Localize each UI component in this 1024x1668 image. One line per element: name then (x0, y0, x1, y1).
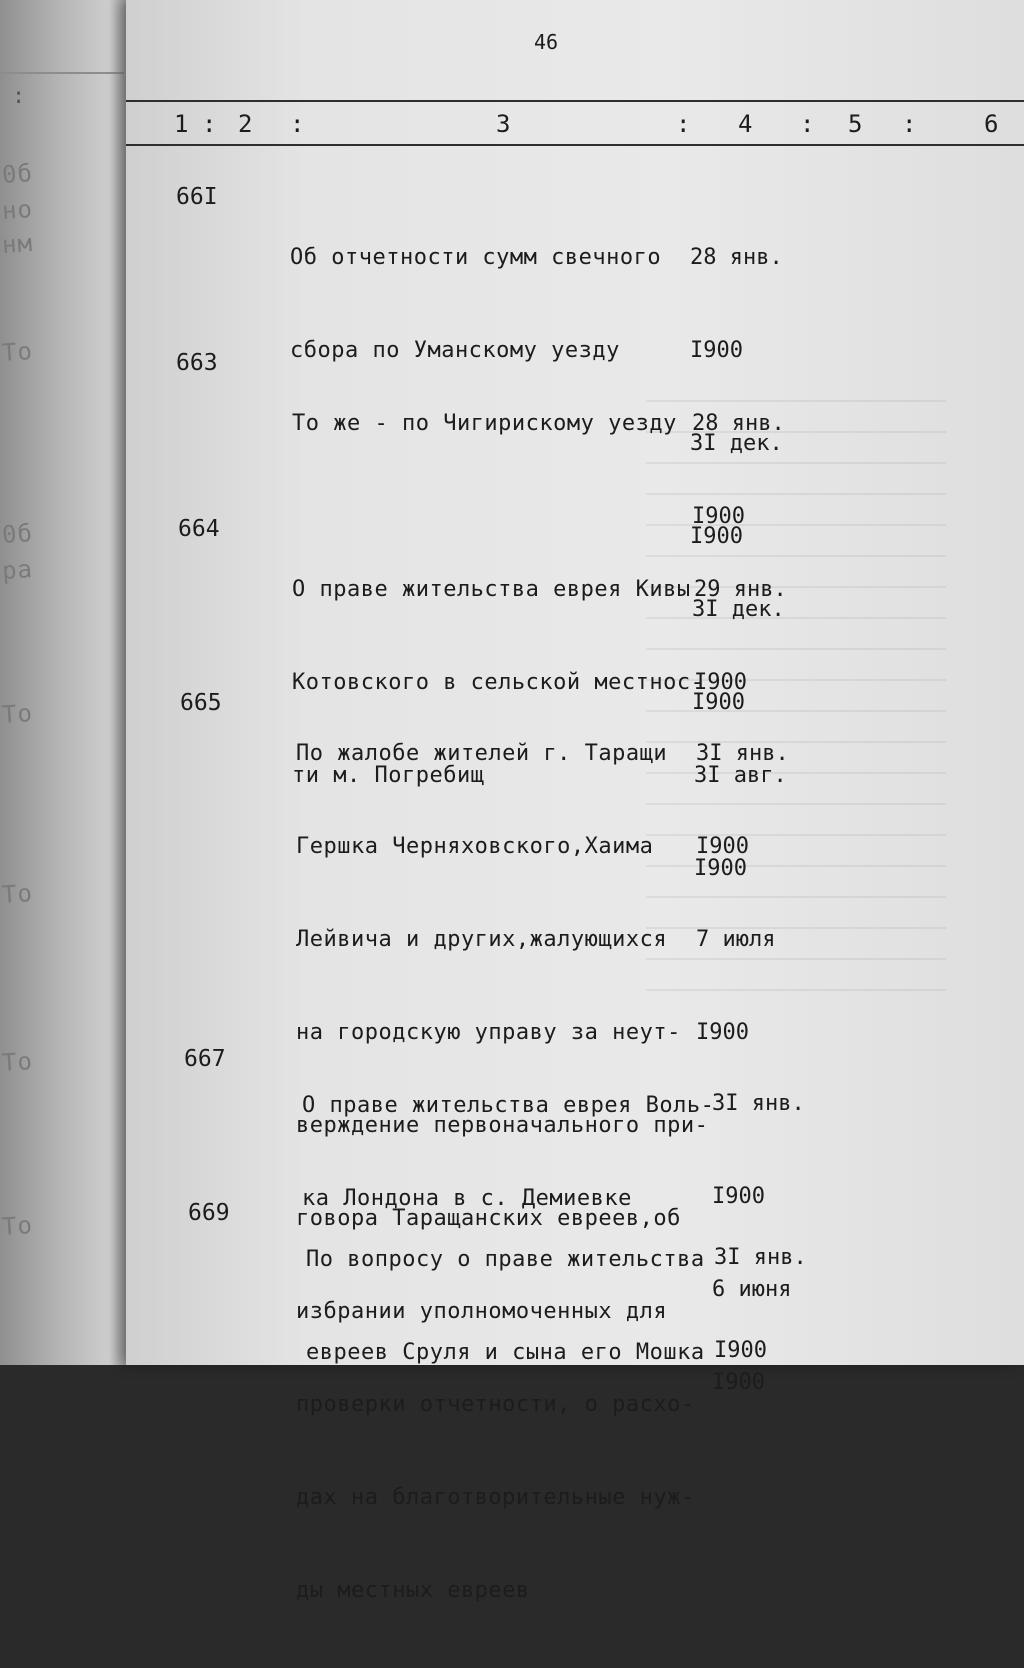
column-separator: : (800, 110, 815, 138)
left-fragment-6: ра (1, 554, 34, 586)
title-line: избрании уполномоченных для (296, 1299, 668, 1324)
row-number: 66I (176, 184, 218, 210)
title-line: сбора по Уманскому уезду (290, 338, 620, 363)
year-end: I900 (690, 524, 743, 549)
date-start: 3I янв. (712, 1091, 805, 1116)
left-fragment-4: То (1, 336, 34, 368)
column-header-5: 5 (848, 110, 863, 138)
row-number: 663 (176, 350, 218, 376)
column-header-6: 6 (984, 110, 999, 138)
year-start: I900 (714, 1338, 767, 1363)
left-fragment-7: То (1, 698, 34, 730)
year-start: I900 (712, 1184, 765, 1209)
title-line: То же - по Чигирискому уезду (292, 411, 677, 436)
row-number: 669 (188, 1200, 230, 1226)
column-header-3: 3 (496, 110, 511, 138)
title-line: Гершка Черняховского,Хаима (296, 834, 654, 859)
title-line: ды местных евреев (296, 1578, 530, 1603)
date-start: 3I янв. (714, 1245, 807, 1270)
year-end: I900 (696, 1020, 749, 1045)
page-number: 46 (534, 30, 559, 54)
title-line: Котовского в сельской местнос- (292, 670, 705, 695)
column-separator: : (202, 110, 217, 138)
year-start: I900 (696, 834, 749, 859)
row-number: 667 (184, 1046, 226, 1072)
date-end: 3I авг. (694, 763, 787, 788)
title-line: на городскую управу за неут- (296, 1020, 681, 1045)
title-line: дах на благотворительные нуж- (296, 1485, 695, 1510)
year-start: I900 (690, 338, 743, 363)
date-start: 3I янв. (696, 741, 789, 766)
year-end: I900 (692, 690, 745, 715)
date-end: 6 июня (712, 1277, 792, 1302)
title-line: О праве жительства еврея Воль- (302, 1093, 715, 1118)
title-line: говора Таращанских евреев,об (296, 1206, 681, 1231)
date-start: 28 янв. (690, 245, 783, 270)
year-end: I900 (694, 856, 747, 881)
year-start: I900 (694, 670, 747, 695)
left-fragment-1: 0б (1, 158, 34, 190)
title-line: проверки отчетности, о расхо- (296, 1392, 695, 1417)
date-end: 3I дек. (690, 431, 783, 456)
left-fragment-9: То (1, 1046, 34, 1078)
title-line: Лейвича и других,жалующихся (296, 927, 668, 952)
row-number: 664 (178, 516, 220, 542)
row-title (292, 346, 677, 501)
title-line: По вопросу о праве жительства (306, 1247, 705, 1272)
date-start: 29 янв. (694, 577, 787, 602)
title-line: По жалобе жителей г. Таращи (296, 741, 668, 766)
left-fragment-8: То (1, 878, 34, 910)
column-separator: : (676, 110, 691, 138)
left-fragment-0: : (12, 84, 26, 109)
left-fragment-5: 0б (1, 518, 34, 550)
title-line: верждение первоначального при- (296, 1113, 709, 1138)
title-line: евреев Сруля и сына его Мошка (306, 1340, 705, 1365)
title-line: ка Лондона в с. Демиевке (302, 1186, 632, 1211)
row-dates (714, 1180, 807, 1428)
row-number: 665 (180, 690, 222, 716)
previous-page-rule (0, 72, 124, 74)
title-line: ти м. Погребищ (292, 763, 485, 788)
left-fragment-2: но (1, 194, 34, 226)
row-title (306, 1182, 705, 1430)
date-end: 3I дек. (692, 597, 785, 622)
year-end: I900 (712, 1370, 765, 1395)
year-start: I900 (692, 504, 745, 529)
column-separator: : (290, 110, 305, 138)
column-header-4: 4 (738, 110, 753, 138)
header-top-rule (126, 100, 1024, 102)
column-header-2: 2 (238, 110, 253, 138)
column-separator: : (902, 110, 917, 138)
title-line: Об отчетности сумм свечного (290, 245, 662, 270)
title-line: О праве жительства еврея Кивы (292, 577, 691, 602)
previous-page-edge (0, 0, 128, 1365)
date-end: 7 июля (696, 927, 776, 952)
left-fragment-3: нм (1, 228, 34, 260)
document-page (126, 0, 1024, 1603)
left-fragment-10: То (1, 1210, 34, 1242)
date-start: 28 янв. (692, 411, 785, 436)
header-bottom-rule (126, 144, 1024, 146)
column-header-1: 1 (174, 110, 189, 138)
